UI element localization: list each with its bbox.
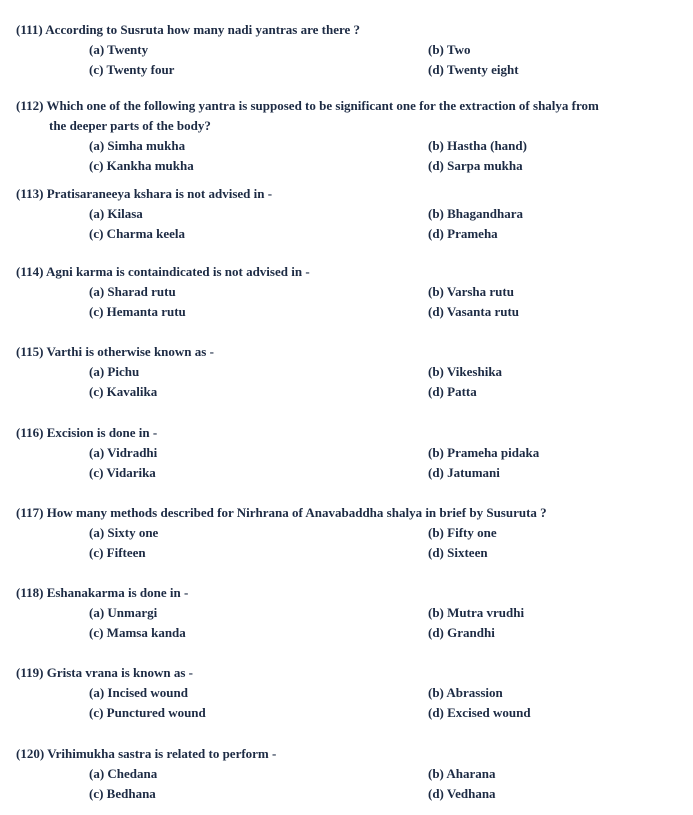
option-row <box>16 136 676 156</box>
question-stem <box>16 342 676 362</box>
option-d: (d) Vedhana <box>428 786 496 801</box>
question-stem <box>16 20 676 40</box>
option-row <box>16 224 676 244</box>
question-115 <box>16 342 676 402</box>
option-b: (b) Varsha rutu <box>428 284 514 299</box>
option-b: (b) Fifty one <box>428 525 497 540</box>
question-text: According to Susruta how many nadi yantras are there ? <box>45 22 361 37</box>
option-b: (b) Vikeshika <box>428 364 503 379</box>
question-stem <box>16 423 676 443</box>
question-number: (112) <box>16 98 44 113</box>
question-number: (113) <box>16 186 44 201</box>
option-row <box>16 204 676 224</box>
question-stem <box>16 184 676 204</box>
option-c: (c) Fifteen <box>89 545 146 560</box>
option-a: (a) Sharad rutu <box>89 284 176 299</box>
option-d: (d) Vasanta rutu <box>428 304 520 319</box>
option-a: (a) Vidradhi <box>89 445 158 460</box>
question-text: Pratisaraneeya kshara is not advised in - <box>46 186 273 201</box>
option-b: (b) Abrassion <box>428 685 503 700</box>
option-c: (c) Bedhana <box>89 786 156 801</box>
option-row <box>16 543 676 563</box>
option-a: (a) Simha mukha <box>89 138 186 153</box>
question-text: Varthi is otherwise known as - <box>46 344 214 359</box>
question-number: (120) <box>16 746 45 761</box>
option-row <box>16 443 676 463</box>
option-d: (d) Grandhi <box>428 625 495 640</box>
option-c: (c) Hemanta rutu <box>89 304 186 319</box>
option-c: (c) Vidarika <box>89 465 156 480</box>
option-b: (b) Two <box>428 42 471 57</box>
question-number: (118) <box>16 585 44 600</box>
question-text-continued: the deeper parts of the body? <box>49 118 211 133</box>
question-stem <box>16 503 676 523</box>
question-text: Which one of the following yantra is supposed to be significant one for the extraction of shalya from <box>46 98 599 113</box>
option-row <box>16 603 676 623</box>
option-d: (d) Jatumani <box>428 465 500 480</box>
option-row <box>16 60 676 80</box>
option-b: (b) Hastha (hand) <box>428 138 527 153</box>
option-row <box>16 784 676 804</box>
option-row <box>16 362 676 382</box>
option-d: (d) Excised wound <box>428 705 531 720</box>
question-119 <box>16 663 676 723</box>
option-d: (d) Prameha <box>428 226 498 241</box>
option-a: (a) Kilasa <box>89 206 143 221</box>
question-stem <box>16 744 676 764</box>
question-stem <box>16 262 676 282</box>
question-112 <box>16 96 676 176</box>
option-row <box>16 156 676 176</box>
option-row <box>16 764 676 784</box>
option-d: (d) Patta <box>428 384 477 399</box>
option-c: (c) Kankha mukha <box>89 158 194 173</box>
question-text: Agni karma is containdicated is not advised in - <box>46 264 310 279</box>
option-c: (c) Mamsa kanda <box>89 625 186 640</box>
question-111 <box>16 20 676 80</box>
question-118 <box>16 583 676 643</box>
option-row <box>16 282 676 302</box>
option-b: (b) Prameha pidaka <box>428 445 540 460</box>
question-120 <box>16 744 676 804</box>
question-text: Vrihimukha sastra is related to perform - <box>47 746 277 761</box>
option-c: (c) Twenty four <box>89 62 175 77</box>
option-row <box>16 40 676 60</box>
question-text: How many methods described for Nirhrana of Anavabaddha shalya in brief by Susuruta ? <box>46 505 547 520</box>
option-c: (c) Punctured wound <box>89 705 206 720</box>
option-row <box>16 463 676 483</box>
question-114 <box>16 262 676 322</box>
question-number: (117) <box>16 505 44 520</box>
option-a: (a) Twenty <box>89 42 149 57</box>
option-c: (c) Charma keela <box>89 226 186 241</box>
option-row <box>16 703 676 723</box>
option-b: (b) Mutra vrudhi <box>428 605 525 620</box>
question-number: (119) <box>16 665 44 680</box>
option-row <box>16 683 676 703</box>
option-row <box>16 302 676 322</box>
option-d: (d) Sarpa mukha <box>428 158 523 173</box>
question-117 <box>16 503 676 563</box>
option-b: (b) Aharana <box>428 766 496 781</box>
option-a: (a) Chedana <box>89 766 158 781</box>
question-stem <box>16 96 676 136</box>
question-number: (114) <box>16 264 44 279</box>
option-d: (d) Sixteen <box>428 545 488 560</box>
option-d: (d) Twenty eight <box>428 62 519 77</box>
option-a: (a) Incised wound <box>89 685 188 700</box>
option-a: (a) Unmargi <box>89 605 158 620</box>
option-b: (b) Bhagandhara <box>428 206 523 221</box>
question-113 <box>16 184 676 244</box>
option-row <box>16 623 676 643</box>
option-row <box>16 382 676 402</box>
question-number: (116) <box>16 425 44 440</box>
question-text: Excision is done in - <box>46 425 158 440</box>
question-116 <box>16 423 676 483</box>
question-text: Eshanakarma is done in - <box>46 585 189 600</box>
option-a: (a) Pichu <box>89 364 140 379</box>
option-a: (a) Sixty one <box>89 525 159 540</box>
question-text: Grista vrana is known as - <box>46 665 193 680</box>
question-stem <box>16 663 676 683</box>
option-c: (c) Kavalika <box>89 384 158 399</box>
option-row <box>16 523 676 543</box>
question-number: (115) <box>16 344 44 359</box>
question-number: (111) <box>16 22 43 37</box>
question-stem <box>16 583 676 603</box>
